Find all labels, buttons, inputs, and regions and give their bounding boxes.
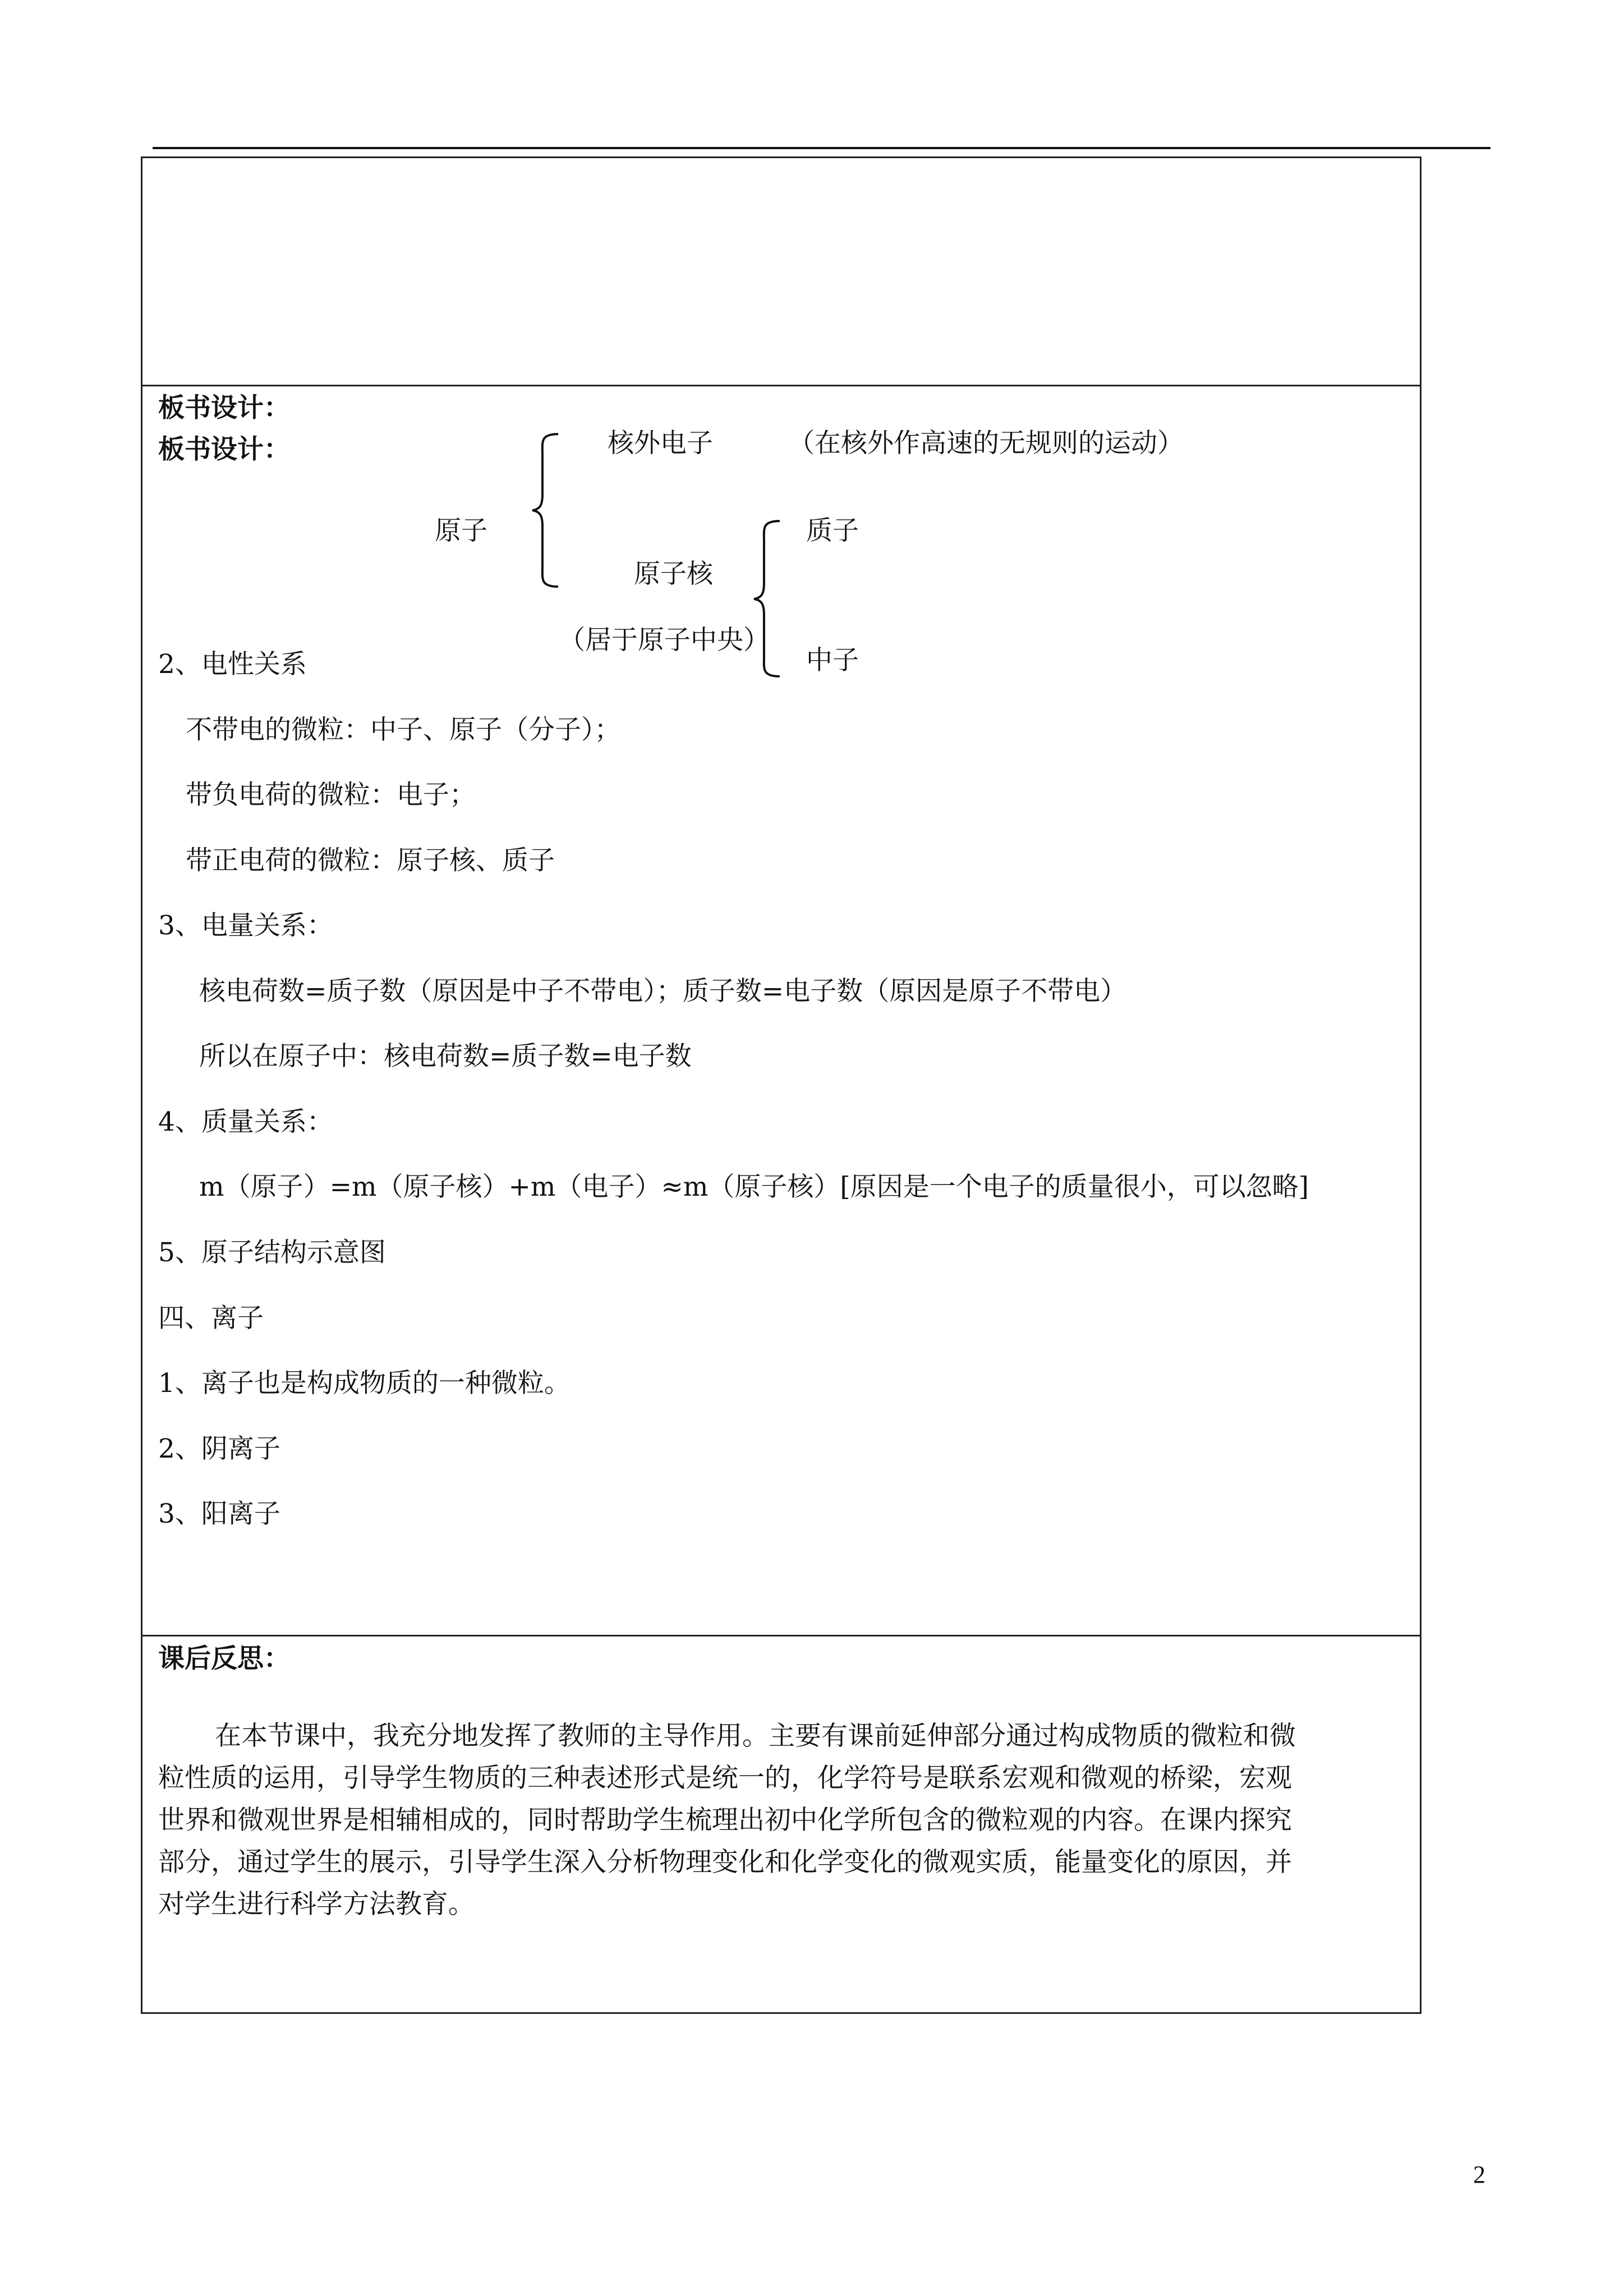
item2-line-1: 不带电的微粒：中子、原子（分子）；	[186, 714, 621, 745]
item4-line: m（原子）=m（原子核）+m（电子）≈m（原子核）[原因是一个电子的质量很小，可以忽略]	[199, 1172, 1309, 1202]
item2-title: 2、电性关系	[158, 649, 307, 680]
ion-item-2: 2、阴离子	[158, 1433, 280, 1464]
diagram-neutron: 中子	[806, 645, 859, 676]
item3-title: 3、电量关系：	[158, 910, 333, 941]
atom-brace	[530, 432, 564, 589]
item5-title: 5、原子结构示意图	[158, 1237, 386, 1268]
item3-line-2: 所以在原子中：核电荷数=质子数=电子数	[199, 1041, 692, 1072]
reflection-line-1: 在本节课中，我充分地发挥了教师的主导作用。主要有课前延伸部分通过构成物质的微粒和微	[215, 1721, 1296, 1751]
item2-line-2: 带负电荷的微粒：电子；	[186, 780, 476, 810]
board-heading-repeat: 板书设计：	[158, 434, 290, 465]
nucleus-brace	[752, 519, 785, 679]
row-divider-2	[141, 1635, 1421, 1636]
diagram-electron-note: （在核外作高速的无规则的运动）	[788, 428, 1184, 459]
section4-title: 四、离子	[158, 1303, 264, 1334]
diagram-electron: 核外电子	[608, 428, 713, 459]
board-heading: 板书设计：	[158, 393, 290, 423]
row-divider-1	[141, 385, 1421, 386]
page-number: 2	[1473, 2161, 1485, 2188]
ion-item-1: 1、离子也是构成物质的一种微粒。	[158, 1368, 571, 1399]
reflection-line-5: 对学生进行科学方法教育。	[158, 1889, 475, 1920]
reflection-heading: 课后反思：	[158, 1643, 290, 1674]
item2-line-3: 带正电荷的微粒：原子核、质子	[186, 845, 555, 876]
diagram-nucleus: 原子核	[634, 559, 713, 589]
reflection-line-4: 部分，通过学生的展示，引导学生深入分析物理变化和化学变化的微观实质，能量变化的原因，并	[158, 1847, 1292, 1878]
item4-title: 4、质量关系：	[158, 1106, 333, 1137]
reflection-line-3: 世界和微观世界是相辅相成的，同时帮助学生梳理出初中化学所包含的微粒观的内容。在课内探究	[158, 1805, 1292, 1836]
header-rule	[153, 147, 1490, 149]
diagram-proton: 质子	[806, 515, 859, 546]
item3-line-1: 核电荷数=质子数（原因是中子不带电）；质子数=电子数（原因是原子不带电）	[199, 976, 1127, 1007]
diagram-atom: 原子	[435, 515, 487, 546]
ion-item-3: 3、阳离子	[158, 1499, 280, 1529]
diagram-nucleus-note: （居于原子中央）	[559, 625, 770, 656]
reflection-line-2: 粒性质的运用，引导学生物质的三种表述形式是统一的，化学符号是联系宏观和微观的桥梁，宏观	[158, 1763, 1292, 1794]
